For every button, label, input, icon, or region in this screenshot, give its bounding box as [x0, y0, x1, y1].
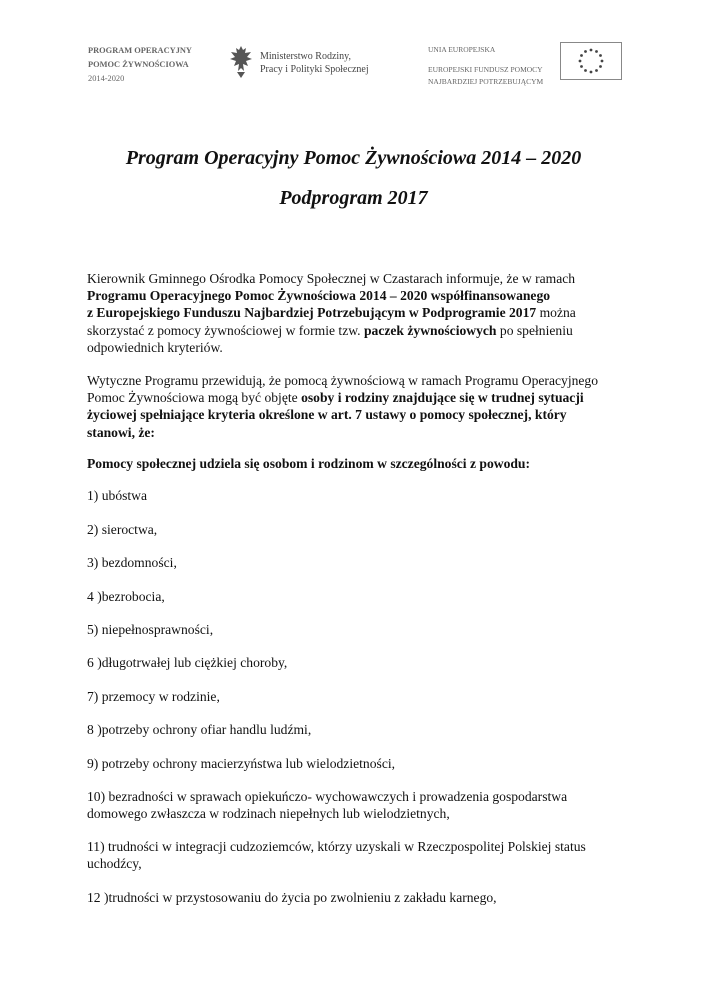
program-name-line2: POMOC ŻYWNOŚCIOWA: [88, 60, 189, 69]
guidelines-line2: [87, 389, 632, 406]
list-item: 5) niepełnosprawności,: [87, 622, 214, 637]
guidelines-line4: [87, 424, 632, 441]
eu-fund-line1: EUROPEJSKI FUNDUSZ POMOCY: [428, 65, 543, 74]
intro-line5: odpowiednich kryteriów.: [87, 339, 223, 355]
document-title: Program Operacyjny Pomoc Żywnościowa 2014 – 2020: [125, 147, 582, 169]
program-name-bold: Programu Operacyjnego Pomoc Żywnościowa 2014 – 2020 współfinansowanego: [87, 288, 551, 304]
intro-line3-rest: można: [536, 305, 576, 321]
guidelines-line2-a: Pomoc Żywnościowa mogą być objęte: [87, 390, 298, 406]
program-logo-text: [88, 44, 223, 86]
polish-eagle-emblem-icon: [228, 44, 254, 80]
item11-line1: 11) trudności w integracji cudzoziemców, którzy uzyskali w Rzeczpospolitej Polskiej status: [87, 839, 586, 854]
intro-line2: [87, 287, 632, 304]
eu-flag-icon: [560, 42, 622, 80]
ministry-line1: Ministerstwo Rodziny,: [260, 51, 352, 62]
program-years: 2014-2020: [88, 74, 125, 83]
list-item: 8 )potrzeby ochrony ofiar handlu ludźmi,: [87, 722, 312, 737]
reasons-heading: [87, 455, 632, 472]
intro-line4: [87, 322, 632, 339]
ministry-logo-text: [260, 50, 420, 76]
list-item: 12 )trudności w przystosowaniu do życia po zwolnieniu z zakładu karnego,: [87, 890, 497, 905]
intro-line3: [87, 304, 632, 321]
list-item: 2) sieroctwa,: [87, 522, 158, 537]
item10-line1: 10) bezradności w sprawach opiekuńczo- wychowawczych i prowadzenia gospodarstwa: [87, 789, 568, 804]
food-parcels-bold: paczek żywnościowych: [360, 322, 497, 338]
eu-fund-line2: NAJBARDZIEJ POTRZEBUJĄCYM: [428, 77, 544, 86]
list-item: 3) bezdomności,: [87, 555, 177, 570]
guidelines-line1: Wytyczne Programu przewidują, że pomocą żywnościową w ramach Programu Operacyjnego: [87, 373, 599, 388]
document-subtitle: Podprogram 2017: [279, 187, 428, 209]
eu-logo-text: [428, 44, 558, 88]
guidelines-line2-bold: osoby i rodziny znajdujące się w trudnej sytuacji: [297, 390, 584, 406]
program-name-line1: PROGRAM OPERACYJNY: [88, 46, 192, 55]
list-item: 4 )bezrobocia,: [87, 589, 165, 604]
intro-paragraph: [87, 270, 632, 356]
list-item: 6 )długotrwałej lub ciężkiej choroby,: [87, 655, 288, 670]
guidelines-line3-bold: życiowej spełniające kryteria określone w art. 7 ustawy o pomocy społecznej, który: [87, 407, 567, 423]
list-item: 9) potrzeby ochrony macierzyństwa lub wielodzietności,: [87, 756, 396, 771]
intro-line4-b: po spełnieniu: [496, 322, 573, 338]
reasons-heading-bold: Pomocy społecznej udziela się osobom i rodzinom w szczególności z powodu:: [87, 456, 531, 471]
fund-name-bold: z Europejskiego Funduszu Najbardziej Potrzebującym w Podprogramie 2017: [87, 305, 537, 321]
guidelines-line4-bold: stanowi, że:: [87, 424, 155, 440]
list-item: [87, 838, 632, 872]
intro-line1: Kierownik Gminnego Ośrodka Pomocy Społecznej w Czastarach informuje, że w ramach: [87, 271, 576, 286]
eu-name: UNIA EUROPEJSKA: [428, 45, 496, 54]
guidelines-paragraph: [87, 372, 632, 441]
document-header: [0, 0, 707, 100]
item11-line2: uchodźcy,: [87, 856, 142, 872]
list-item: [87, 788, 632, 822]
intro-line4-a: skorzystać z pomocy żywnościowej w formie tzw.: [87, 322, 361, 338]
list-item: 1) ubóstwa: [87, 488, 148, 503]
list-item: 7) przemocy w rodzinie,: [87, 689, 220, 704]
guidelines-line3: [87, 406, 632, 423]
ministry-line2: Pracy i Polityki Społecznej: [260, 64, 369, 75]
item10-line2: domowego zwłaszcza w rodzinach niepełnych lub wielodzietnych,: [87, 806, 450, 822]
